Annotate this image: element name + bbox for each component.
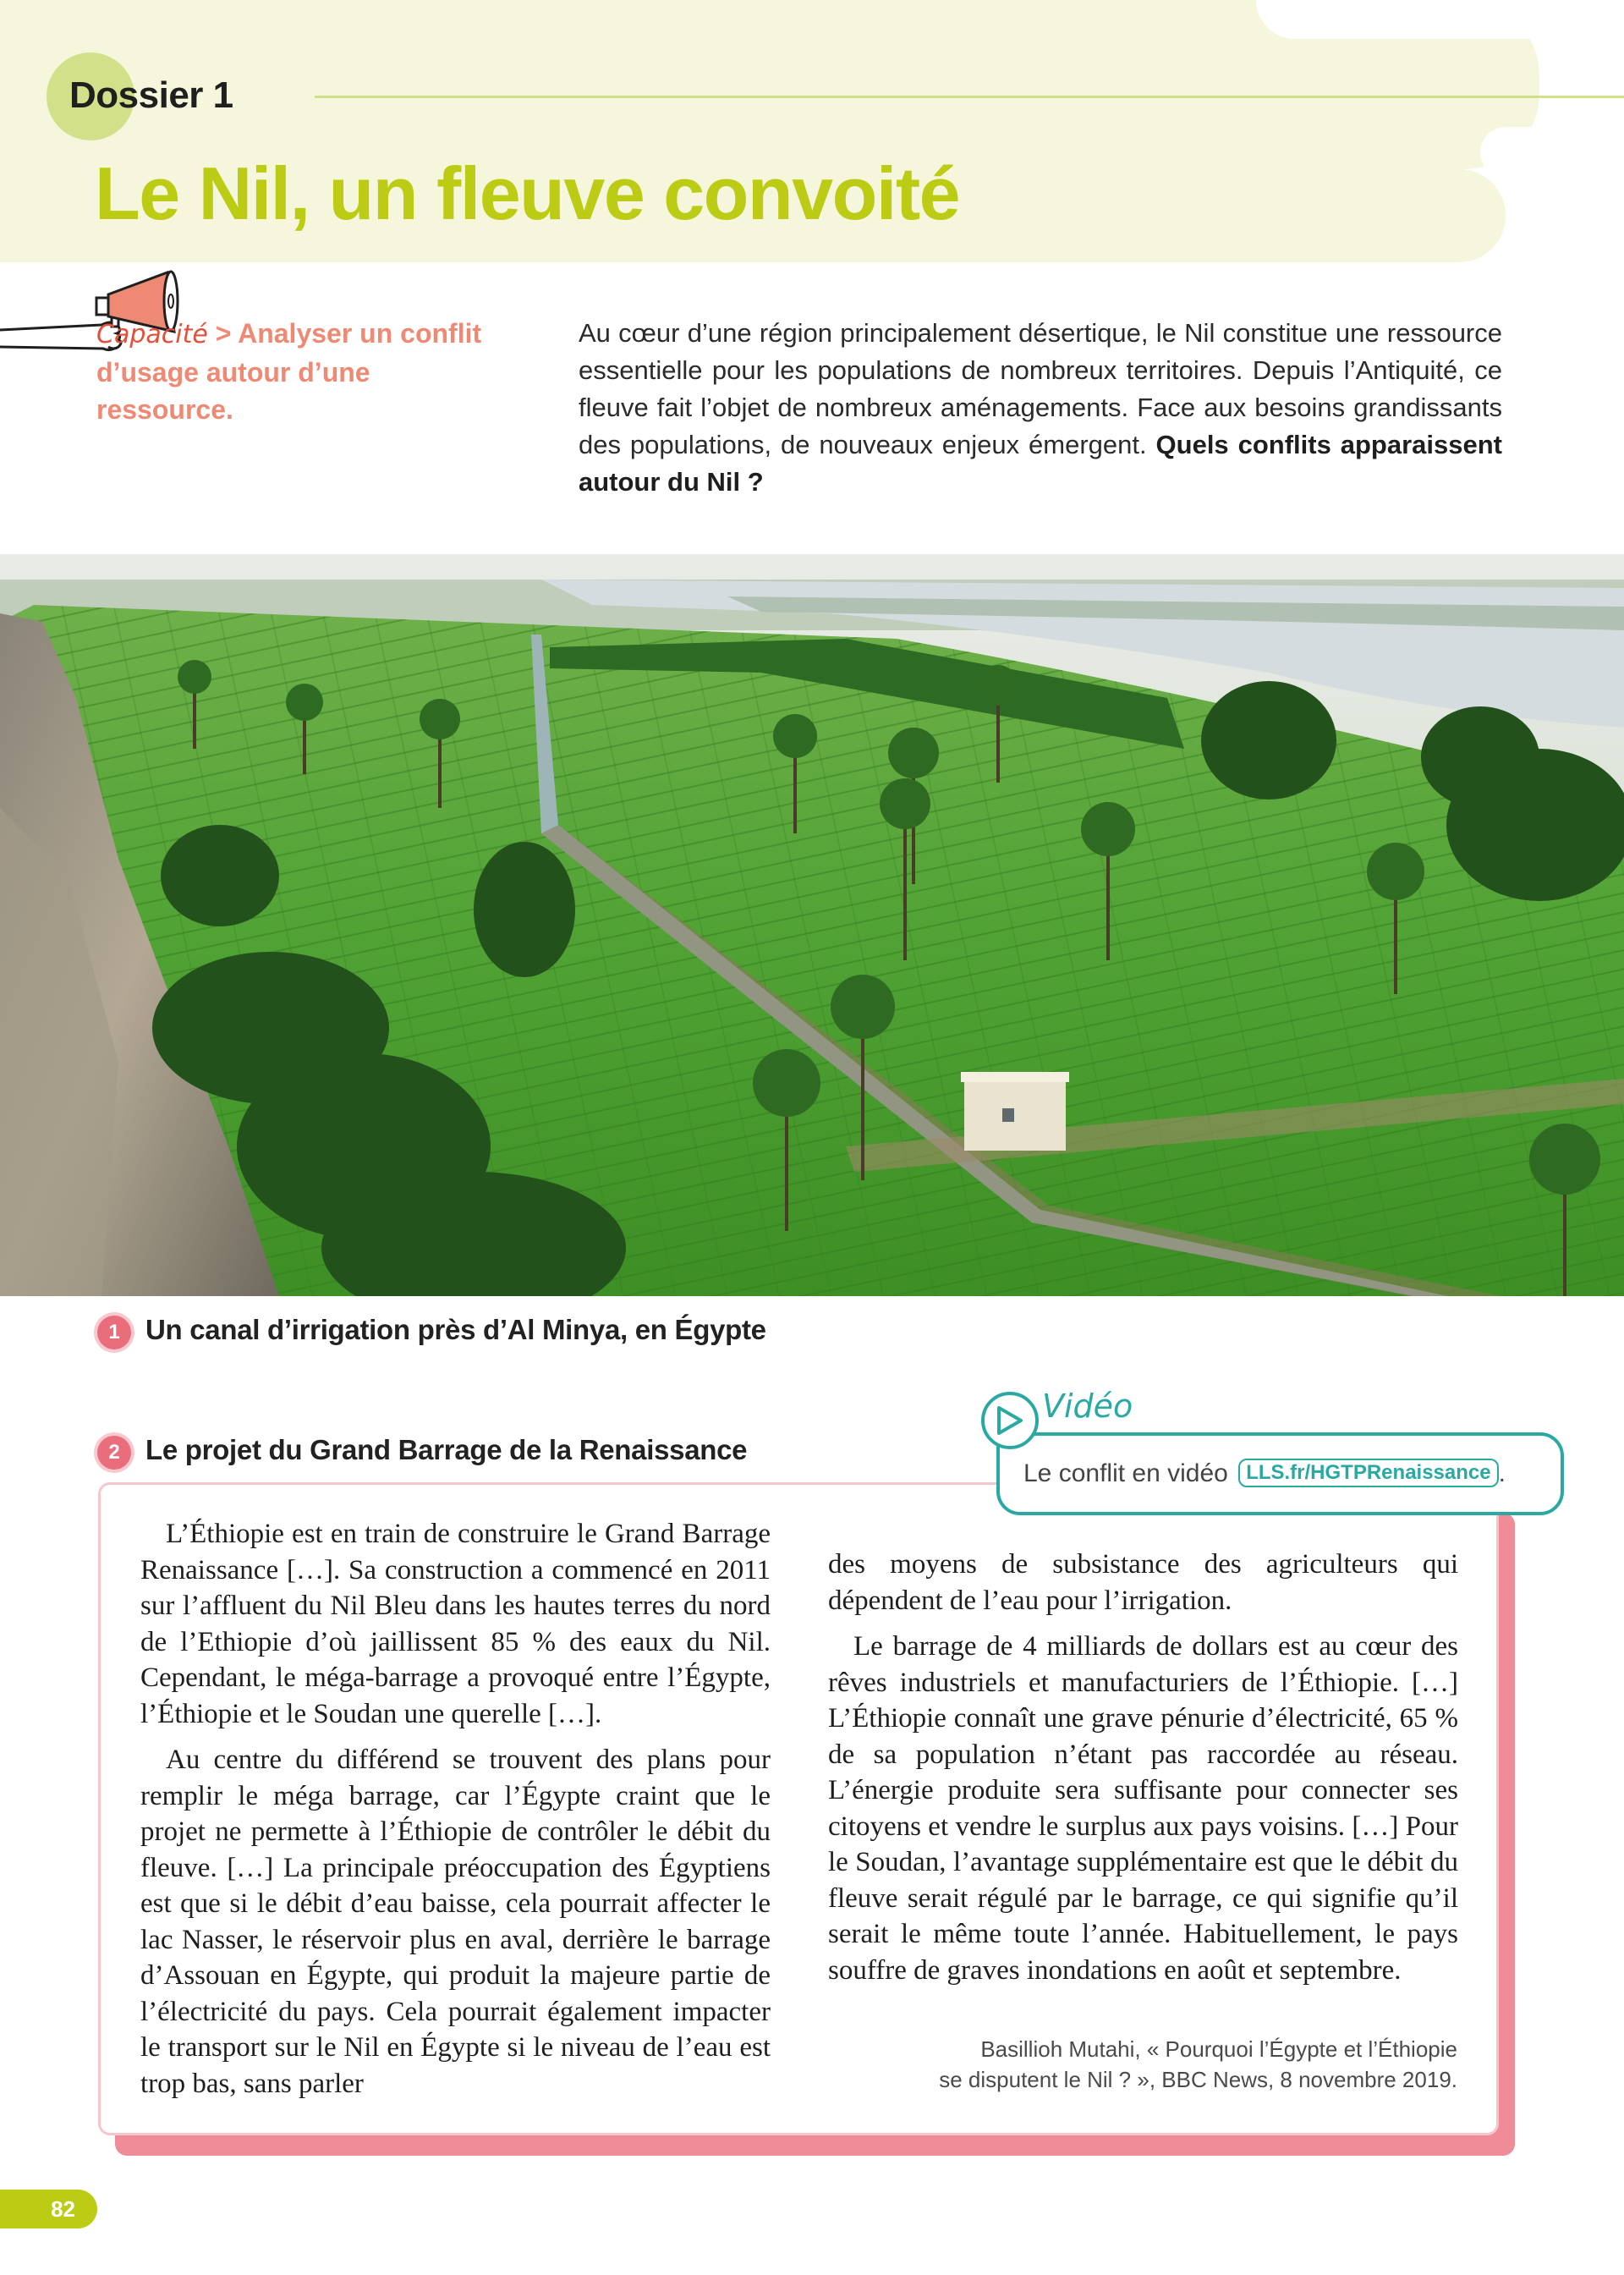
video-suffix: . [1498, 1459, 1506, 1487]
source-line: Basillioh Mutahi, « Pourquoi l’Égypte et l’Éthiopie [980, 2036, 1457, 2062]
article-paragraph: des moyens de subsistance des agriculteurs qui dépendent de l’eau pour l’irrigation. [828, 1549, 1458, 1616]
capacity-block [96, 315, 486, 428]
document-number-badge: 1 [97, 1316, 131, 1349]
play-icon [996, 1405, 1024, 1436]
article-paragraph: Le barrage de 4 milliards de dollars est au cœur des rêves industriels et manufacturiers de l’Éthiopie. […] L’Éthiopie connaît une grave pénurie d’électricité, 65 % de sa population n’étant pas raccordée au réseau. L’énergie produite sera suffisante pour connecter ses citoyens et vendre le surplus aux pays voisins. […] Pour le Soudan, l’avantage supplémentaire est que le débit du fleuve serait régulé par le barrage, ce qui signifie qu’il serait le même toute l’année. Habituellement, le pays souffre de graves inondations en août et septembre. [828, 1631, 1458, 1986]
header-band-tab [1184, 169, 1506, 262]
capacity-text: Analyser un conflit d’usage autour d’une ressource. [96, 318, 482, 425]
dossier-rule [315, 96, 1624, 98]
intro-question: Quels conflits apparaissent autour du Nil ? [579, 430, 1502, 497]
header-band-notch [1256, 0, 1624, 39]
article-paragraph: Au centre du différend se trouvent des plans pour remplir le méga barrage, car l’Égypte craint que le projet ne permette à l’Éthiopie de contrôler le débit du fleuve. […] La principale préoccupation des Égyptiens est que si le débit d’eau baisse, cela pourrait affecter le lac Nasser, le réservoir plus en aval, derrière le barrage d’Assouan en Égypte, qui produit la majeure partie de l’électricité du pays. Cela pourrait également impacter le transport sur le Nil en Égypte si le niveau de l’eau est trop bas, sans parler [140, 1745, 771, 2099]
header-band-notch [1480, 127, 1624, 178]
document-caption: Le projet du Grand Barrage de la Renaissance [145, 1434, 748, 1465]
capacity-label: Capacité [96, 320, 208, 349]
intro-paragraph [579, 315, 1502, 501]
intro-text: Au cœur d’une région principalement désertique, le Nil constitue une ressource essentielle pour les populations de nombreux territoires. Depuis l’Antiquité, ce fleuve fait l’objet de nombreux aménagements. Face aux besoins grandissants des populations, de nouveaux enjeux émergent. [579, 318, 1502, 459]
video-label: Le conflit en vidéo [1023, 1459, 1228, 1487]
video-text [1023, 1459, 1506, 1488]
video-heading: Vidéo [1042, 1388, 1133, 1425]
video-link[interactable]: LLS.fr/HGTPRenaissance [1238, 1459, 1498, 1487]
photo-illustration [0, 554, 1624, 1296]
play-button[interactable] [981, 1392, 1039, 1449]
page-number: 82 [0, 2190, 97, 2228]
article-column-right [828, 1547, 1458, 1998]
dossier-label: Dossier 1 [69, 74, 233, 116]
article-column-left [140, 1516, 771, 2112]
document-number-badge: 2 [97, 1436, 131, 1470]
article-paragraph: L’Éthiopie est en train de construire le Grand Barrage Renaissance […]. Sa construction a commencé en 2011 sur l’affluent du Nil Bleu dans les hautes terres du nord de l’Ethiopie d’où jaillissent 85 % des eaux du Nil. Cependant, le méga-barrage a provoqué entre l’Égypte, l’Éthiopie et le Soudan une querelle […]. [140, 1519, 771, 1729]
source-line: se disputent le Nil ? », BBC News, 8 novembre 2019. [939, 2067, 1457, 2092]
irrigation-canal-photo [0, 554, 1624, 1296]
article-source [863, 2034, 1457, 2095]
page-title: Le Nil, un fleuve convoité [95, 151, 960, 235]
capacity-separator: > [215, 318, 232, 349]
document-caption: Un canal d’irrigation près d’Al Minya, en Égypte [145, 1314, 766, 1345]
